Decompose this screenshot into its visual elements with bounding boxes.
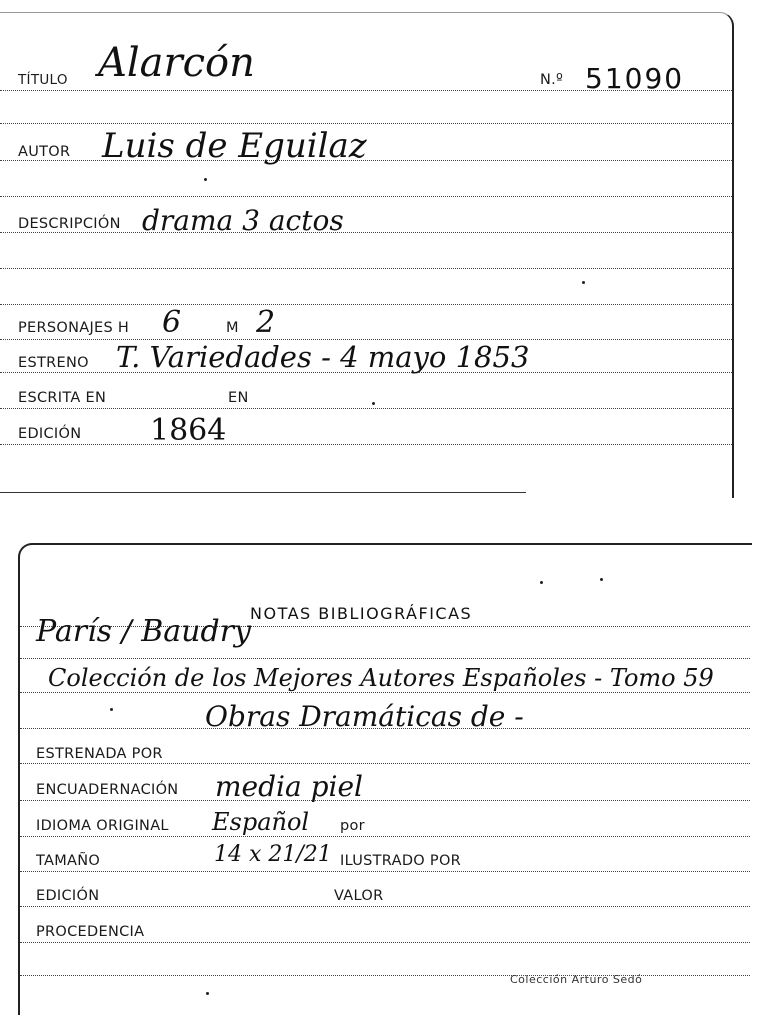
card-bottom-edge	[0, 492, 526, 493]
rule	[0, 232, 732, 233]
scan-speck	[372, 402, 375, 405]
encuadernacion-label: ENCUADERNACIÓN	[36, 782, 179, 798]
rule	[20, 692, 750, 693]
autor-label: AUTOR	[18, 144, 71, 160]
valor-label: VALOR	[334, 888, 384, 904]
rule	[0, 304, 732, 305]
scan-speck	[204, 178, 207, 181]
encuadernacion-value: media piel	[215, 770, 363, 803]
note-line-1: París / Baudry	[36, 614, 251, 649]
rule	[20, 763, 750, 764]
rule	[20, 906, 750, 907]
rule	[0, 268, 732, 269]
descripcion-label: DESCRIPCIÓN	[18, 216, 121, 232]
escrita-en-label: EN	[228, 390, 249, 406]
tamano-value: 14 x 21/21	[214, 842, 332, 867]
rule	[0, 123, 732, 124]
edicion-label-2: EDICIÓN	[36, 888, 100, 904]
rule	[20, 658, 750, 659]
scan-speck	[206, 992, 209, 995]
personajes-m-value: 2	[256, 305, 276, 340]
personajes-h-value: 6	[162, 305, 182, 340]
rule	[20, 871, 750, 872]
personajes-label: PERSONAJES H	[18, 320, 130, 336]
estreno-value: T. Variedades - 4 mayo 1853	[116, 340, 530, 374]
rule	[0, 196, 732, 197]
rule	[20, 942, 750, 943]
scan-speck	[110, 708, 113, 711]
scan-speck	[600, 578, 603, 581]
scan-speck	[540, 581, 543, 584]
escrita-label: ESCRITA EN	[18, 390, 107, 406]
numero-value: 51090	[585, 62, 685, 95]
note-line-3: Obras Dramáticas de -	[205, 700, 524, 733]
rule	[20, 800, 750, 801]
collection-footer: Colección Arturo Sedó	[510, 973, 643, 986]
procedencia-label: PROCEDENCIA	[36, 924, 145, 940]
ilustrado-label: ILUSTRADO POR	[340, 853, 462, 869]
tamano-label: TAMAÑO	[36, 853, 101, 869]
titulo-value: Alarcón	[98, 40, 255, 86]
idioma-label: IDIOMA ORIGINAL	[36, 818, 169, 834]
scan-speck	[582, 281, 585, 284]
descripcion-value: drama 3 actos	[142, 204, 344, 237]
notas-heading: NOTAS BIBLIOGRÁFICAS	[250, 604, 473, 623]
idioma-value: Español	[212, 808, 310, 836]
note-line-2: Colección de los Mejores Autores Españoles - Tomo 59	[48, 664, 714, 692]
personajes-m-label: M	[226, 320, 239, 336]
por-label: por	[340, 818, 365, 834]
rule	[0, 408, 732, 409]
rule	[0, 444, 732, 445]
titulo-label: TÍTULO	[18, 72, 68, 88]
numero-label: N.º	[540, 72, 564, 88]
rule	[20, 836, 750, 837]
estreno-label: ESTRENO	[18, 355, 89, 371]
estrenada-label: ESTRENADA POR	[36, 746, 163, 762]
autor-value: Luis de Eguilaz	[102, 126, 367, 166]
edicion-value: 1864	[150, 413, 227, 448]
edicion-label: EDICIÓN	[18, 426, 82, 442]
